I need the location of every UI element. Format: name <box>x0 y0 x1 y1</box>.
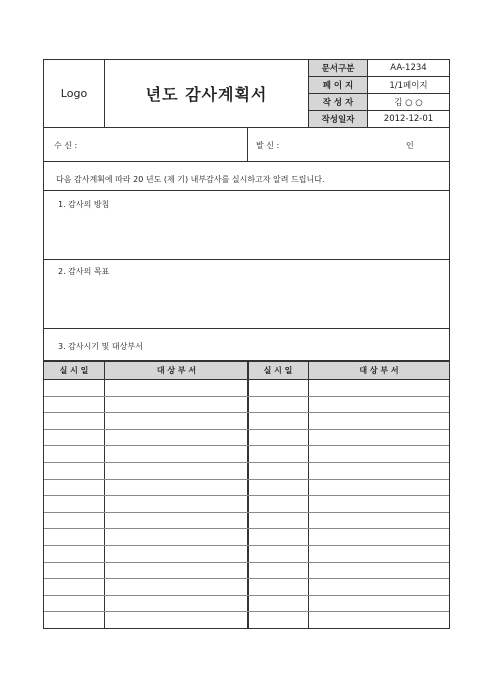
meta-label-page: 페 이 지 <box>322 81 354 91</box>
recipient-label: 수 신 : <box>54 141 78 150</box>
sender-label: 발 신 : <box>256 141 280 150</box>
table-row-divider <box>44 512 449 513</box>
table-row-divider <box>44 528 449 529</box>
seal-mark: 인 <box>406 141 414 150</box>
table-row-divider <box>44 611 449 612</box>
logo: Logo <box>60 87 88 100</box>
table-row-divider <box>44 562 449 563</box>
col-header-date-1: 실 시 일 <box>59 366 89 375</box>
audit-plan-document <box>43 59 450 629</box>
section-audit-goal: 2. 감사의 목표 <box>58 267 110 276</box>
section-schedule: 3. 감사시기 및 대상부서 <box>58 342 143 351</box>
intro-text: 다음 감사계획에 따라 20 년도 (제 기) 내부감사를 실시하고자 알려 드립니다. <box>56 175 325 184</box>
meta-value-author: 김 ○ ○ <box>394 98 423 108</box>
document-title: 년도 감사계획서 <box>145 85 268 104</box>
meta-value-doc-type: AA-1234 <box>390 63 427 73</box>
table-row-divider <box>44 412 449 413</box>
meta-label-doc-type: 문서구분 <box>321 64 355 74</box>
table-row-divider <box>44 445 449 446</box>
table-row-divider <box>44 429 449 430</box>
table-row-divider <box>44 495 449 496</box>
meta-value-page: 1/1페이지 <box>389 81 428 91</box>
col-header-dept-2: 대 상 부 서 <box>359 366 399 375</box>
table-row-divider <box>44 462 449 463</box>
meta-label-author: 작 성 자 <box>322 98 354 108</box>
table-row-divider <box>44 479 449 480</box>
table-row-divider <box>44 595 449 596</box>
meta-label-date: 작성일자 <box>321 115 355 125</box>
schedule-table <box>44 362 449 628</box>
meta-value-date: 2012-12-01 <box>383 114 434 124</box>
col-header-dept-1: 대 상 부 서 <box>156 366 197 375</box>
section-audit-policy: 1. 감사의 방침 <box>58 200 110 209</box>
table-row-divider <box>44 578 449 579</box>
table-row-divider <box>44 396 449 397</box>
table-row-divider <box>44 545 449 546</box>
col-header-date-2: 실 시 일 <box>263 366 293 375</box>
